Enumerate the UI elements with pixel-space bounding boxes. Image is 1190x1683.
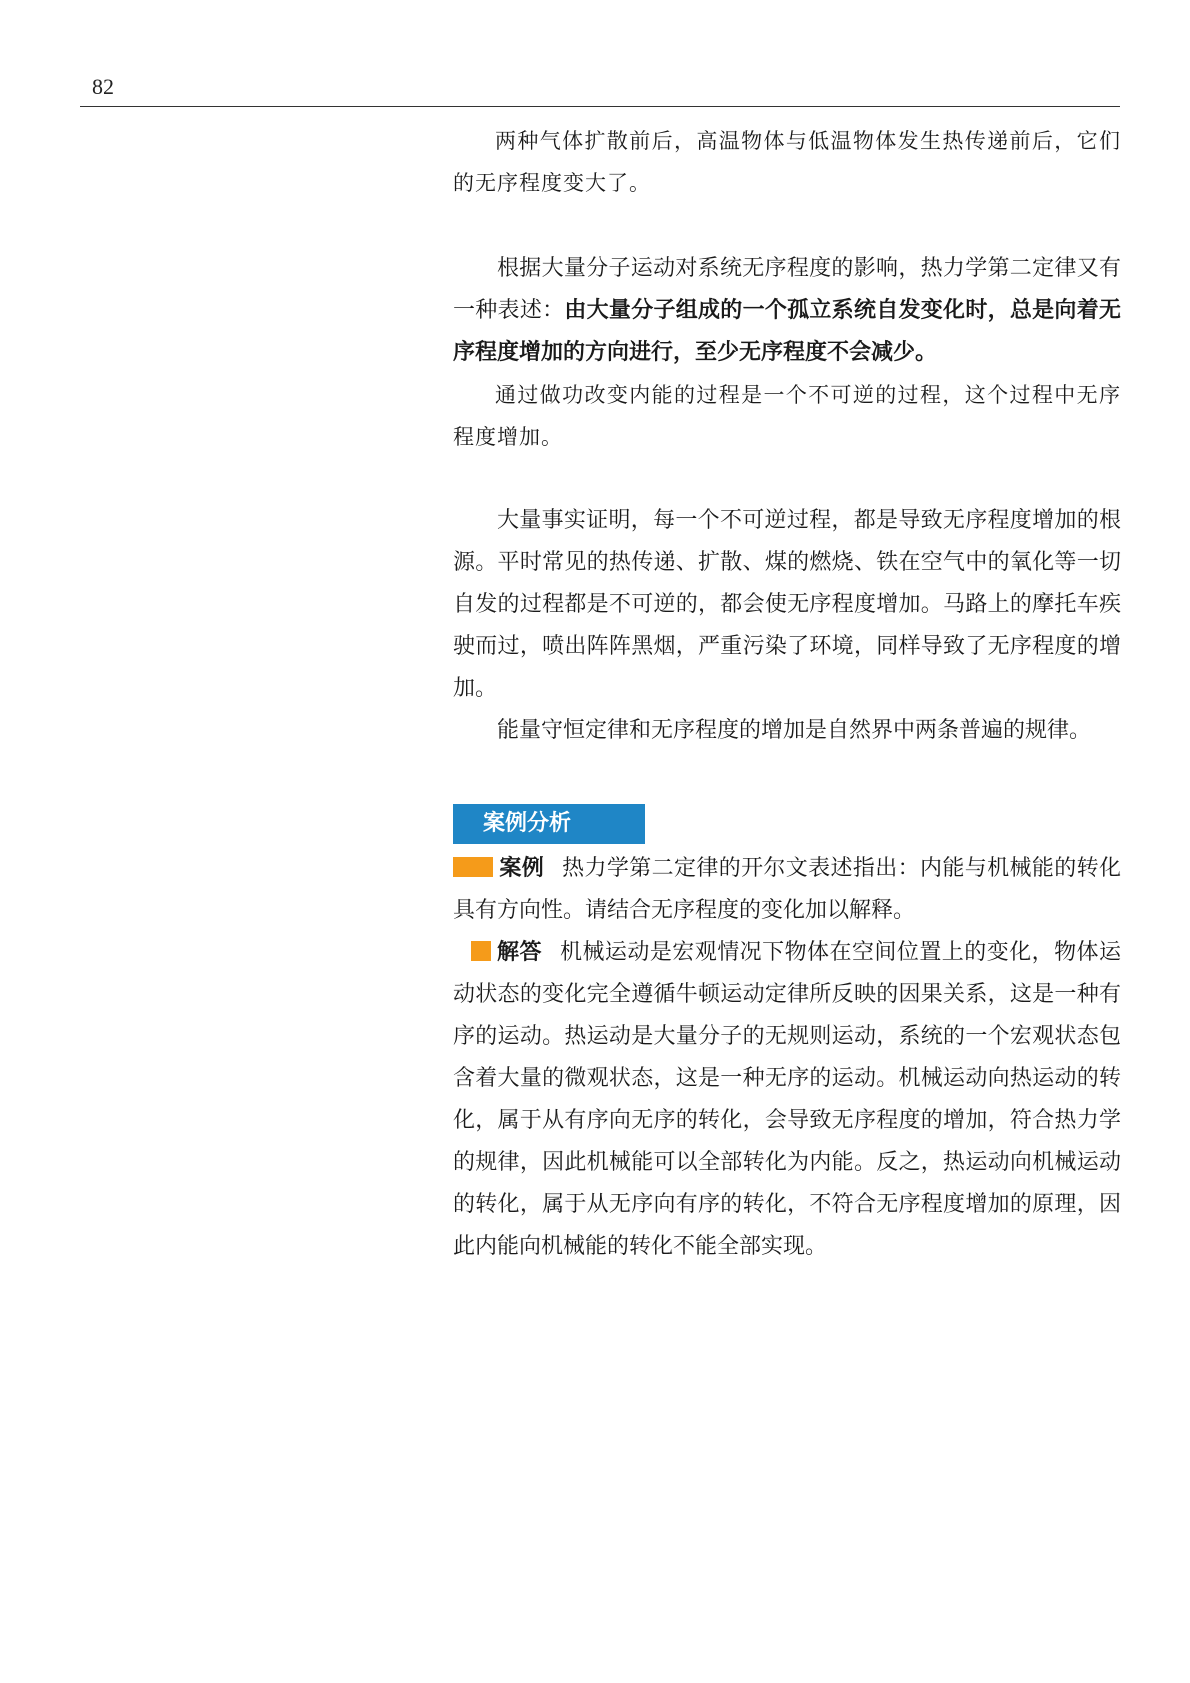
answer-text: 机械运动是宏观情况下物体在空间位置上的变化，物体运动状态的变化完全遵循牛顿运动定律所反映的因果关系，这是一种有序的运动。热运动是大量分子的无规则运动，系统的一个宏观状态包含着大量的微观状态，这是一种无序的运动。机械运动向热运动的转化，属于从有序向无序的转化，会导致无序程度的增加，符合热力学的规律，因此机械能可以全部转化为内能。反之，热运动向机械运动的转化，属于从无序向有序的转化，不符合无序程度增加的原理，因此内能向机械能的转化不能全部实现。 <box>453 940 1121 1259</box>
statement-intro: 根据大量分子运动对系统无序程度的影响，热力学第二定律又有一种表述： <box>453 256 1121 323</box>
spacer <box>453 204 1121 248</box>
case-analysis-banner: 案例分析 <box>453 804 645 844</box>
paragraph-diffusion-summary: 两种气体扩散前后，高温物体与低温物体发生热传递前后，它们的无序程度变大了。 <box>453 129 1121 195</box>
case-label: 案例 <box>499 856 545 881</box>
case-marker <box>453 857 493 877</box>
page-content <box>453 120 1121 1268</box>
answer-paragraph <box>453 932 1121 1268</box>
page-number: 82 <box>92 74 114 99</box>
paragraph-two-laws: 能量守恒定律和无序程度的增加是自然界中两条普遍的规律。 <box>497 718 1092 743</box>
answer-marker <box>471 941 491 961</box>
paragraph-work-irreversible: 通过做功改变内能的过程是一个不可逆的过程，这个过程中无序程度增加。 <box>453 383 1121 449</box>
case-text: 热力学第二定律的开尔文表述指出：内能与机械能的转化具有方向性。请结合无序程度的变化加以解释。 <box>453 856 1121 923</box>
header-rule <box>80 106 1120 107</box>
spacer <box>453 458 1121 500</box>
statement-bold: 由大量分子组成的一个孤立系统自发变化时，总是向着无序程度增加的方向进行，至少无序程度不会减少。 <box>453 298 1121 365</box>
case-paragraph <box>453 848 1121 932</box>
spacer <box>453 752 1121 804</box>
paragraph-irreversible-facts: 大量事实证明，每一个不可逆过程，都是导致无序程度增加的根源。平时常见的热传递、扩散、煤的燃烧、铁在空气中的氧化等一切自发的过程都是不可逆的，都会使无序程度增加。马路上的摩托车疾驶而过，喷出阵阵黑烟，严重污染了环境，同样导致了无序程度的增加。 <box>453 508 1121 701</box>
answer-label: 解答 <box>496 940 542 965</box>
paragraph-second-law-statement <box>453 248 1121 374</box>
